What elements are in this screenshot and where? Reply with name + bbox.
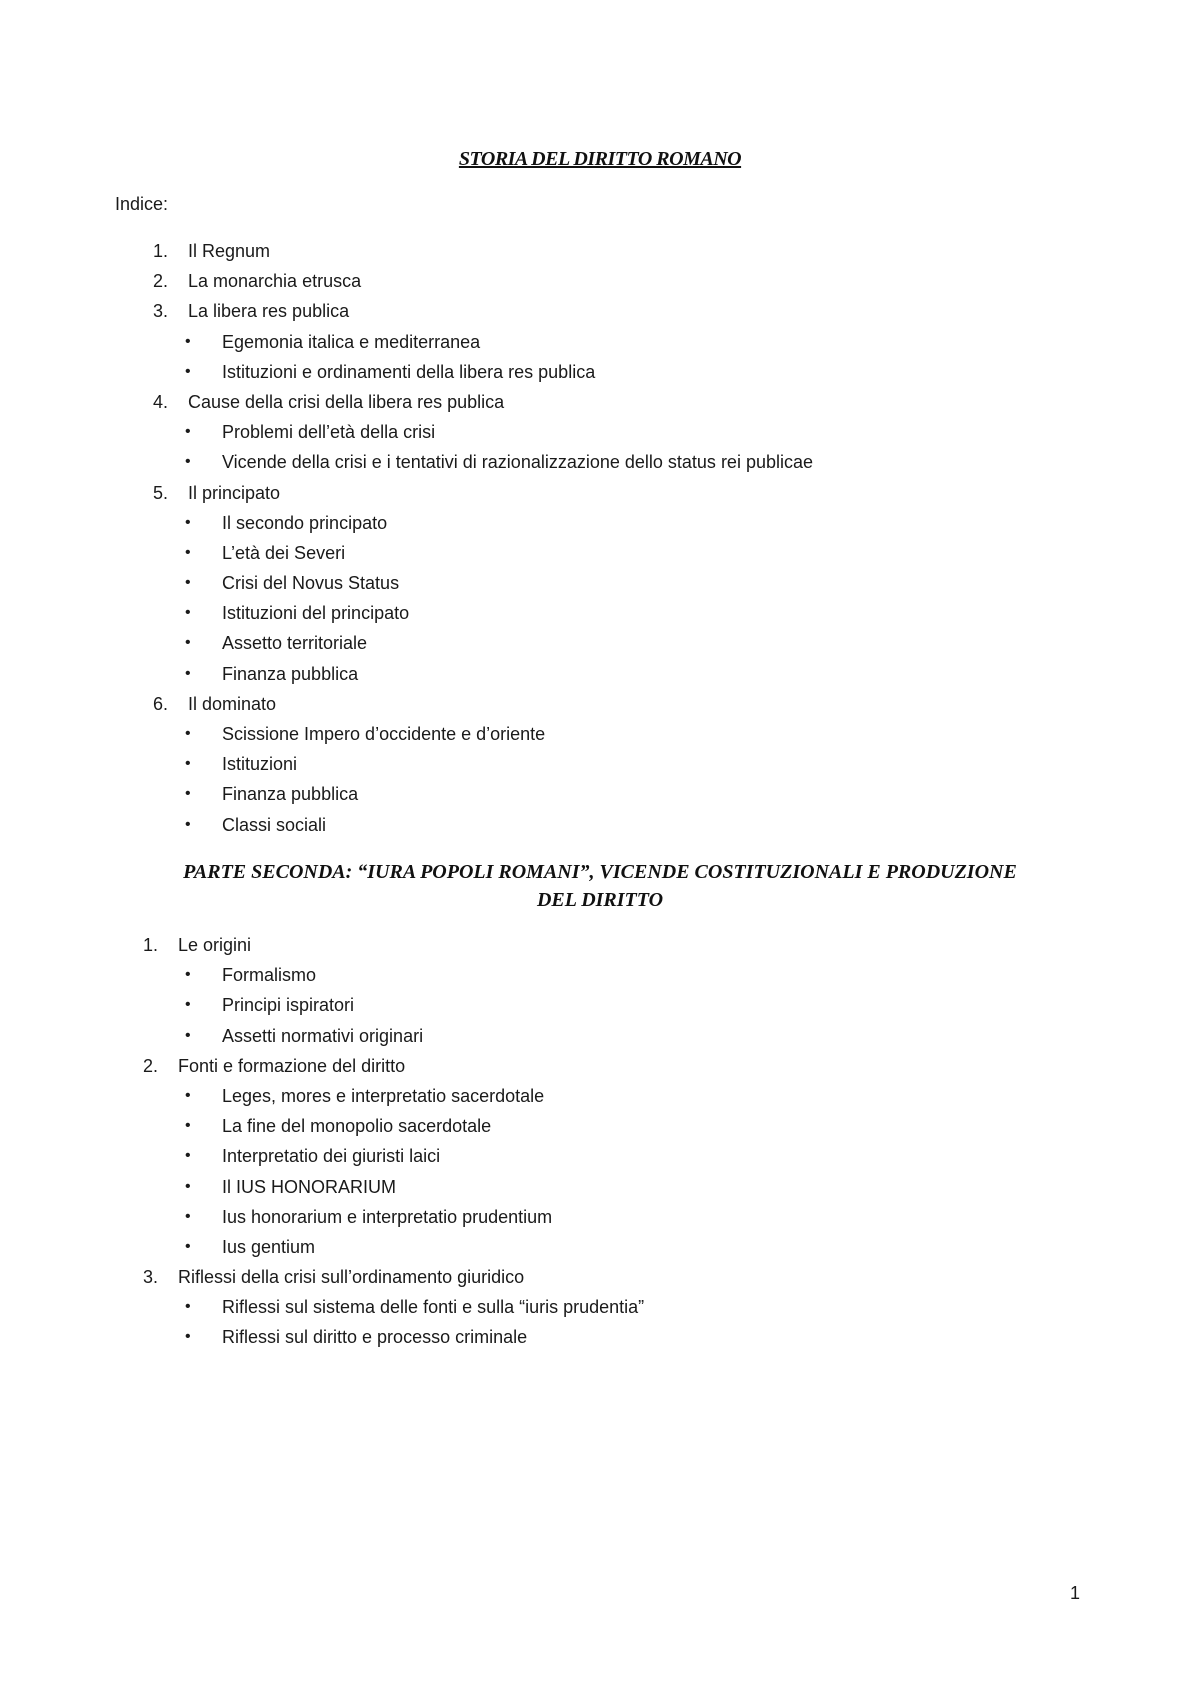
toc-subitem <box>0 1111 1200 1141</box>
part-two-heading-line-2: DEL DIRITTO <box>536 889 664 911</box>
bullet-icon: • <box>185 1207 191 1225</box>
toc-subitem <box>0 719 1200 749</box>
toc-item-label: Il dominato <box>188 693 277 714</box>
toc-subitem-label: Assetti normativi originari <box>222 1025 424 1046</box>
toc-item-number: 1. <box>142 935 158 955</box>
bullet-icon: • <box>185 1237 191 1255</box>
toc-subitem-label: Assetto territoriale <box>222 633 368 654</box>
toc-subitem <box>0 1081 1200 1111</box>
toc-item <box>0 930 1200 960</box>
toc-subitem <box>0 508 1200 538</box>
toc-subitem-label: Il secondo principato <box>222 512 388 533</box>
toc-item <box>0 387 1200 417</box>
toc-subitem <box>0 749 1200 779</box>
toc-item <box>0 296 1200 326</box>
bullet-icon: • <box>185 332 191 350</box>
toc-item-number: 3. <box>152 301 168 322</box>
toc-subitem-label: Principi ispiratori <box>222 995 355 1016</box>
page-number: 1 <box>1070 1583 1081 1603</box>
toc-subitem-label: La fine del monopolio sacerdotale <box>222 1116 492 1137</box>
table-of-contents-part-one <box>0 236 1200 840</box>
part-two-heading-line-1: PARTE SECONDA: “IURA POPOLI ROMANI”, VICENDE COSTITUZIONALI E PRODUZIONE <box>183 861 1017 883</box>
toc-subitem <box>0 990 1200 1020</box>
toc-subitem <box>0 659 1200 689</box>
toc-item-number: 6. <box>152 693 168 714</box>
toc-item-number: 5. <box>152 482 168 503</box>
toc-subitem <box>0 598 1200 628</box>
toc-item <box>0 1051 1200 1081</box>
toc-item <box>0 478 1200 508</box>
bullet-icon: • <box>185 1177 191 1195</box>
bullet-icon: • <box>185 362 191 380</box>
toc-subitem-label: Leges, mores e interpretatio sacerdotale <box>222 1085 545 1106</box>
bullet-icon: • <box>185 1086 191 1104</box>
toc-subitem <box>0 810 1200 840</box>
toc-subitem-label: Scissione Impero d’occidente e d’oriente <box>222 724 546 744</box>
toc-item <box>0 266 1200 296</box>
toc-subitem-label: Istituzioni del principato <box>222 603 410 624</box>
toc-subitem <box>0 1021 1200 1051</box>
toc-subitem <box>0 568 1200 598</box>
toc-subitem <box>0 1172 1200 1202</box>
part-two-heading <box>0 858 1200 914</box>
toc-subitem <box>0 1232 1200 1262</box>
toc-subitem-label: Classi sociali <box>222 814 327 835</box>
toc-item-label: Fonti e formazione del diritto <box>178 1055 406 1076</box>
bullet-icon: • <box>185 634 191 652</box>
bullet-icon: • <box>185 815 191 833</box>
toc-subitem <box>0 1202 1200 1232</box>
bullet-icon: • <box>185 604 191 622</box>
toc-item <box>0 236 1200 266</box>
bullet-icon: • <box>185 966 191 984</box>
toc-item-label: Le origini <box>178 935 252 955</box>
toc-subitem <box>0 417 1200 447</box>
toc-subitem-label: Problemi dell’età della crisi <box>222 422 436 443</box>
toc-subitem <box>0 779 1200 809</box>
toc-subitem <box>0 1322 1200 1352</box>
toc-subitem-label: Istituzioni e ordinamenti della libera res publica <box>222 361 596 382</box>
bullet-icon: • <box>185 725 191 742</box>
toc-item-number: 3. <box>142 1267 158 1288</box>
toc-subitem-label: Ius gentium <box>222 1236 316 1257</box>
table-of-contents-part-two <box>0 930 1200 1353</box>
bullet-icon: • <box>185 543 191 561</box>
toc-subitem <box>0 357 1200 387</box>
toc-subitem-label: Interpretatio dei giuristi laici <box>222 1146 441 1167</box>
toc-item-number: 1. <box>152 241 168 261</box>
toc-subitem-label: L’età dei Severi <box>222 542 346 563</box>
toc-item-label: Riflessi della crisi sull’ordinamento giuridico <box>178 1267 525 1288</box>
toc-subitem-label: Riflessi sul diritto e processo criminale <box>222 1327 528 1348</box>
toc-subitem <box>0 538 1200 568</box>
toc-subitem <box>0 628 1200 658</box>
toc-subitem <box>0 960 1200 990</box>
bullet-icon: • <box>185 1026 191 1044</box>
toc-subitem-label: Egemonia italica e mediterranea <box>222 331 481 352</box>
bullet-icon: • <box>185 423 191 441</box>
toc-item <box>0 689 1200 719</box>
toc-subitem <box>0 447 1200 477</box>
bullet-icon: • <box>185 664 191 682</box>
toc-subitem <box>0 1292 1200 1322</box>
toc-subitem-label: Finanza pubblica <box>222 663 359 684</box>
bullet-icon: • <box>185 785 191 803</box>
toc-item-label: Il principato <box>188 482 281 503</box>
toc-item-number: 4. <box>152 391 168 412</box>
toc-subitem-label: Riflessi sul sistema delle fonti e sulla “iuris prudentia” <box>222 1297 645 1318</box>
toc-subitem-label: Formalismo <box>222 965 317 986</box>
toc-item-number: 2. <box>142 1055 158 1076</box>
toc-item <box>0 1262 1200 1292</box>
bullet-icon: • <box>185 755 191 773</box>
toc-item-number: 2. <box>152 271 168 292</box>
bullet-icon: • <box>185 513 191 531</box>
toc-subitem <box>0 1141 1200 1171</box>
toc-subitem-label: Finanza pubblica <box>222 784 359 805</box>
document-title: STORIA DEL DIRITTO ROMANO <box>458 148 742 170</box>
toc-subitem <box>0 327 1200 357</box>
bullet-icon: • <box>185 1147 191 1165</box>
bullet-icon: • <box>185 574 191 592</box>
toc-item-label: Cause della crisi della libera res publica <box>188 391 505 412</box>
index-label: Indice: <box>115 194 169 214</box>
toc-item-label: La monarchia etrusca <box>188 271 362 292</box>
bullet-icon: • <box>185 1117 191 1135</box>
bullet-icon: • <box>185 1298 191 1316</box>
toc-subitem-label: Istituzioni <box>222 754 298 775</box>
toc-subitem-label: Il IUS HONORARIUM <box>222 1176 397 1197</box>
bullet-icon: • <box>185 996 191 1014</box>
bullet-icon: • <box>185 453 191 471</box>
toc-item-label: Il Regnum <box>188 241 271 261</box>
toc-subitem-label: Crisi del Novus Status <box>222 573 400 594</box>
toc-item-label: La libera res publica <box>188 301 350 322</box>
toc-subitem-label: Ius honorarium e interpretatio prudentium <box>222 1206 553 1227</box>
bullet-icon: • <box>185 1328 191 1346</box>
toc-subitem-label: Vicende della crisi e i tentativi di razionalizzazione dello status rei publicae <box>222 452 813 473</box>
